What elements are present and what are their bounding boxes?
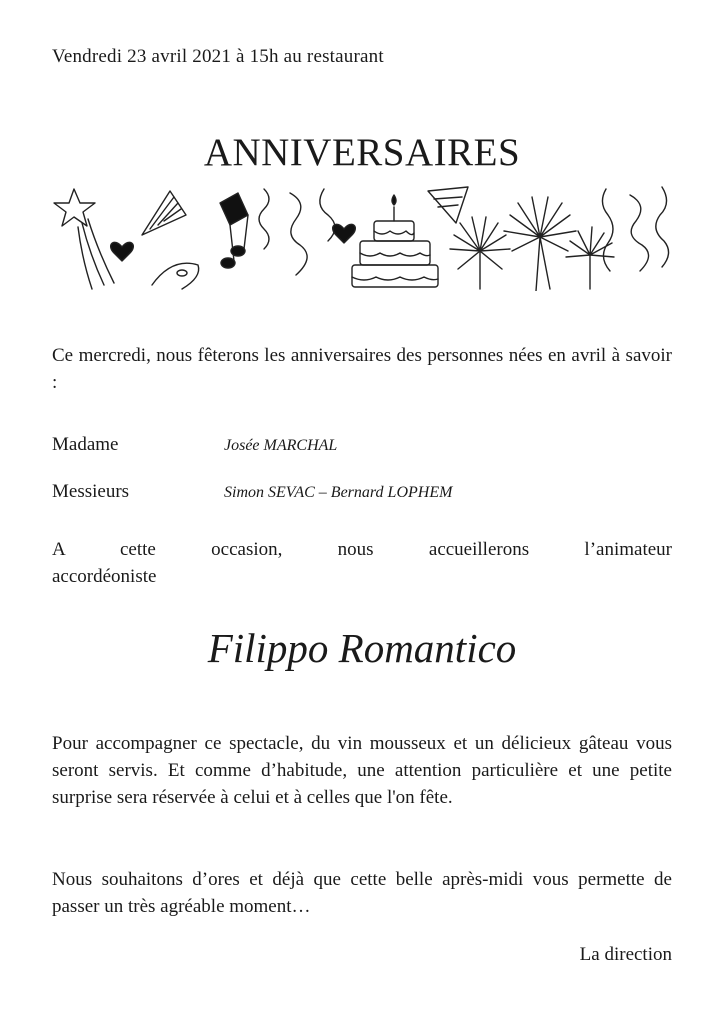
heart-icon bbox=[333, 224, 356, 243]
streamer-icon bbox=[259, 189, 335, 275]
honoree-label-messieurs: Messieurs bbox=[52, 481, 130, 502]
details-paragraph: Pour accompagner ce spectacle, du vin mousseux et un délicieux gâteau vous seront servis. Et comme d’habitude, une attention particulière et une petite surprise sera réservée à celui et à celles que l'on fête. bbox=[52, 733, 672, 808]
flag-icon bbox=[142, 191, 186, 235]
intro-paragraph: Ce mercredi, nous fêterons les anniversaires des personnes nées en avril à savoir : bbox=[52, 345, 672, 393]
honoree-label-madame: Madame bbox=[52, 434, 119, 455]
wishes-paragraph: Nous souhaitons d’ores et déjà que cette belle après-midi vous permette de passer un très agréable moment… bbox=[52, 869, 672, 917]
fireworks-icon bbox=[450, 197, 614, 291]
occasion-line-2: accordéoniste bbox=[52, 566, 157, 587]
signature: La direction bbox=[579, 944, 672, 965]
mask-icon bbox=[152, 263, 199, 289]
music-note-icon bbox=[220, 193, 248, 268]
heart-icon bbox=[111, 242, 134, 261]
honoree-names-messieurs: Simon SEVAC – Bernard LOPHEM bbox=[224, 484, 453, 501]
birthday-cake-icon bbox=[352, 195, 438, 287]
celebration-banner bbox=[52, 185, 676, 291]
event-date-line: Vendredi 23 avril 2021 à 15h au restaurant bbox=[52, 46, 384, 67]
page-title: ANNIVERSAIRES bbox=[203, 131, 521, 174]
honoree-names-madame: Josée MARCHAL bbox=[224, 437, 338, 454]
performer-name: Filippo Romantico bbox=[207, 625, 517, 671]
occasion-line-1: A cette occasion, nous accueillerons l’animateur bbox=[52, 539, 672, 560]
streamer-icon bbox=[602, 187, 668, 271]
flag-icon bbox=[428, 187, 468, 223]
occasion-paragraph bbox=[52, 536, 672, 590]
star-icon bbox=[54, 189, 114, 289]
